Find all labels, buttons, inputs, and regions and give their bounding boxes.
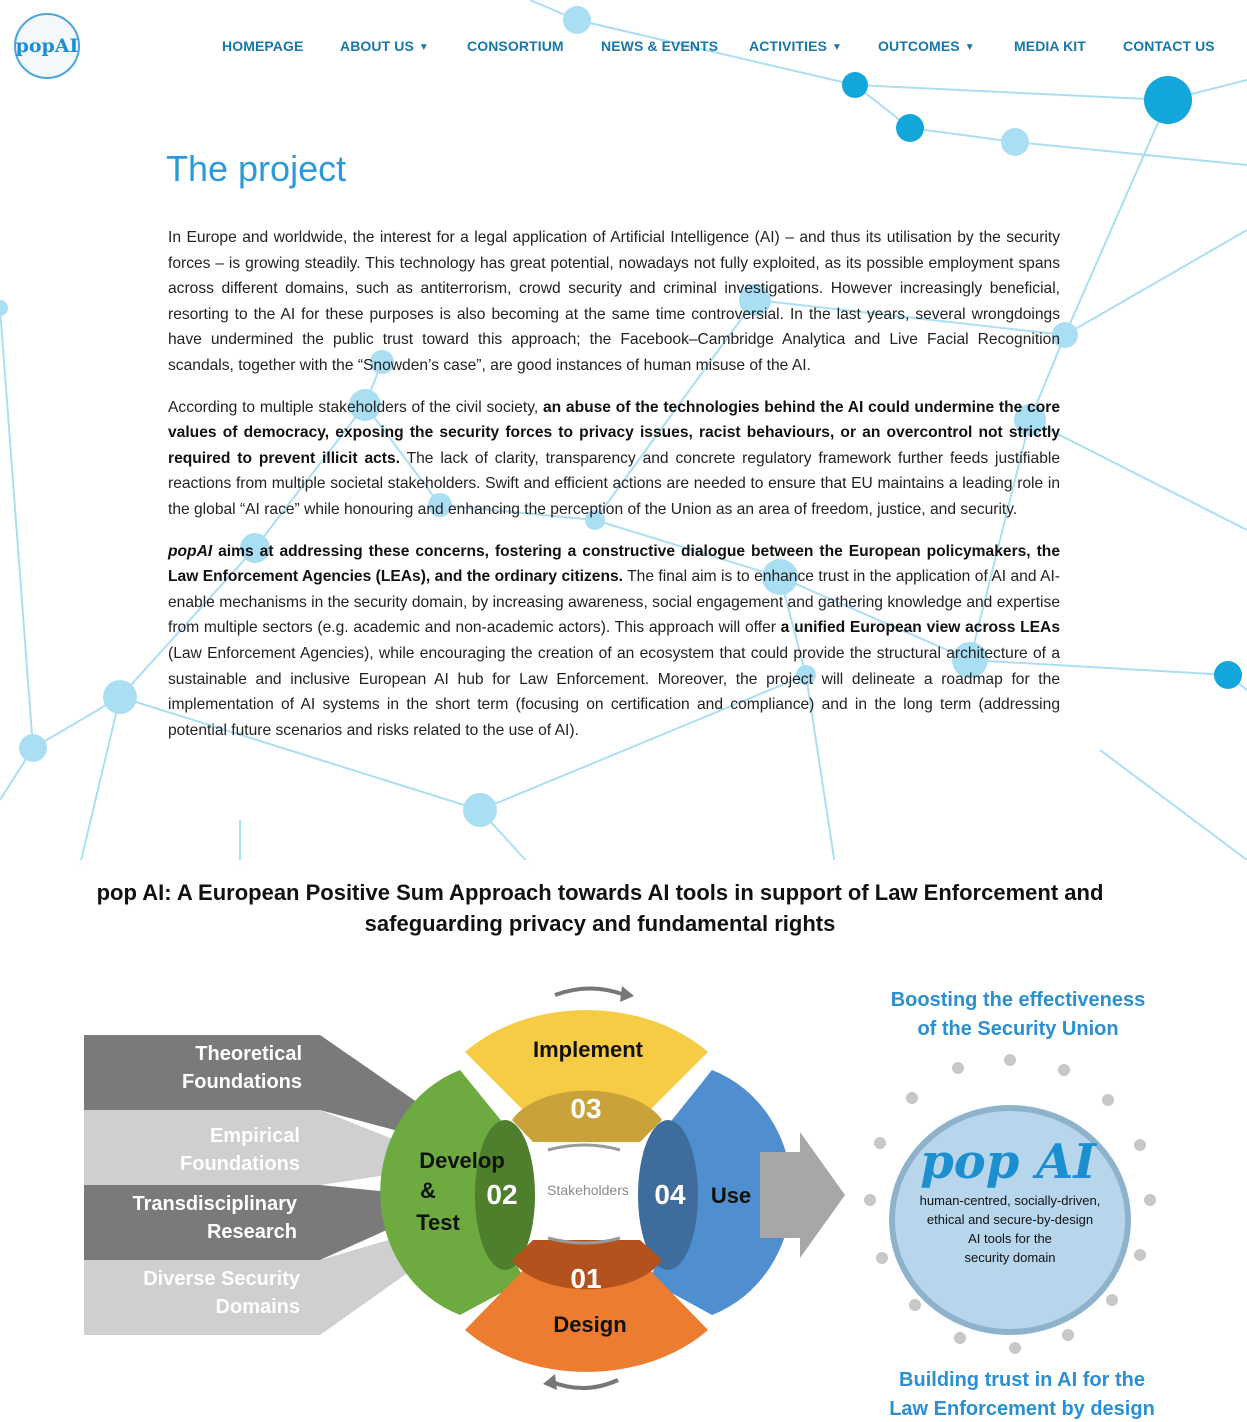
pillar-1-line1: Theoretical (195, 1043, 302, 1065)
nav-consortium[interactable] (467, 38, 564, 54)
nav-activities[interactable] (749, 38, 842, 54)
nav-media-kit[interactable] (1014, 38, 1086, 54)
bold-text: aims at addressing these concerns, fostering a constructive dialogue between the European policymakers, the Law Enforcement Agencies (LEAs), and the ordinary citizens. (168, 542, 1060, 586)
nav-about-us[interactable] (340, 38, 429, 54)
use-number: 04 (654, 1179, 686, 1210)
pillar-1-line2: Foundations (182, 1071, 302, 1093)
bold-text: an abuse of the technologies behind the AI could undermine the core values of democracy, exposing the security forces to privacy issues, racist behaviours, or an overcontrol not strictly required to prevent illicit acts. (168, 398, 1060, 467)
nav-label: ABOUT US (340, 38, 414, 54)
globe-title: pop AI (920, 1134, 1096, 1190)
chevron-down-icon: ▼ (418, 42, 429, 53)
pillar-3-line1: Transdisciplinary (132, 1193, 297, 1215)
nav-label: MEDIA KIT (1014, 38, 1086, 54)
pillar-3-line2: Research (206, 1221, 297, 1243)
nav-label: CONSORTIUM (467, 38, 564, 54)
text-span: (Law Enforcement Agencies), while encouraging the creation of an ecosystem that could provide the structural architecture of a sustainable and inclusive European AI hub for Law Enforcement. Moreover, the project will delineate a roadmap for the implementation of AI systems in the short term (focusing on certification and compliance) and in the long term (addressing potential future scenarios and risks related to the use of AI). (168, 644, 1060, 739)
nav-label: ACTIVITIES (749, 38, 828, 54)
logo-text: popAI (15, 35, 79, 57)
paragraph-3 (168, 539, 1060, 744)
bold-text: a unified European view across LEAs (780, 619, 1060, 637)
paragraph-2 (168, 395, 1060, 523)
nav-outcomes[interactable] (878, 38, 975, 54)
use-label: Use (710, 1183, 752, 1208)
implement-label: Implement (532, 1037, 644, 1062)
paragraph-1: In Europe and worldwide, the interest for a legal application of Artificial Intelligence (AI) – and thus its utilisation by the security forces – is growing steadily. This technology has great potential, nowadays not fully exploited, as its possible employment spans across different domains, such as antiterrorism, crowd security and criminal investigations. However increasingly beneficial, resorting to the AI for these purposes is also becoming at the same time controversial. In the last years, several wrongdoings have undermined the public trust toward this approach; the Facebook–Cambridge Analytica and Live Facial Recognition scandals, together with the “Snowden’s case”, are good instances of human misuse of the AI. (168, 229, 1060, 374)
project-description (168, 225, 1060, 759)
text-span: The lack of clarity, transparency and concrete regulatory framework further feeds justifiable reactions from multiple societal stakeholders. Swift and efficient actions are needed to ensure that EU maintains a leading role in the global “AI race” while honouring and enhancing the perception of the Union as an area of freedom, justice, and security. (168, 449, 1060, 518)
nav-news-events[interactable] (601, 38, 718, 54)
text-span: According to multiple stakeholders of the civil society, (168, 398, 543, 416)
page-title: The project (166, 148, 347, 189)
boost-line-1: Boosting the effectiveness (890, 989, 1146, 1011)
chevron-down-icon: ▼ (964, 42, 975, 53)
nav-contact-us[interactable] (1123, 38, 1215, 54)
globe-line-2: ethical and secure-by-design (926, 1212, 1094, 1227)
trust-line-2: Law Enforcement by design (889, 1398, 1155, 1420)
chevron-down-icon: ▼ (832, 42, 843, 53)
trust-line-1: Building trust in AI for the (899, 1369, 1145, 1391)
nav-label: OUTCOMES (878, 38, 960, 54)
implement-number: 03 (570, 1093, 602, 1124)
develop-label-2: & (420, 1178, 436, 1203)
project-infographic (0, 860, 1247, 1422)
develop-label-3: Test (416, 1210, 460, 1235)
pillar-2-line1: Empirical (209, 1125, 300, 1147)
pillar-2-line2: Foundations (180, 1153, 300, 1175)
project-name: popAI (168, 542, 213, 560)
globe-line-1: human-centred, socially-driven, (919, 1193, 1101, 1208)
text-span: The final aim is to enhance trust in the application of AI and AI-enable mechanisms in the security domain, by increasing awareness, social engagement and gathering knowledge and expertise from multiple sectors (e.g. academic and non-academic actors). This approach will offer (168, 568, 1060, 637)
nav-label: HOMEPAGE (222, 38, 304, 54)
main-nav (0, 38, 1247, 58)
pillar-4-line2: Domains (215, 1296, 300, 1318)
boost-line-2: of the Security Union (917, 1018, 1119, 1040)
design-label: Design (553, 1312, 627, 1337)
infographic-title-2: safeguarding privacy and fundamental rights (364, 911, 836, 936)
nav-label: CONTACT US (1123, 38, 1215, 54)
nav-homepage[interactable] (222, 38, 303, 54)
develop-label-1: Develop (419, 1148, 505, 1173)
pillar-4-line1: Diverse Security (143, 1268, 300, 1290)
globe-line-4: security domain (964, 1250, 1056, 1265)
stakeholders-label: Stakeholders (547, 1182, 629, 1198)
infographic-title-1: pop AI: A European Positive Sum Approach towards AI tools in support of Law Enforcement and (96, 880, 1104, 905)
develop-number: 02 (486, 1179, 518, 1210)
globe-line-3: AI tools for the (968, 1231, 1052, 1246)
nav-label: NEWS & EVENTS (601, 38, 719, 54)
popai-globe (892, 1108, 1128, 1332)
design-number: 01 (570, 1263, 602, 1294)
